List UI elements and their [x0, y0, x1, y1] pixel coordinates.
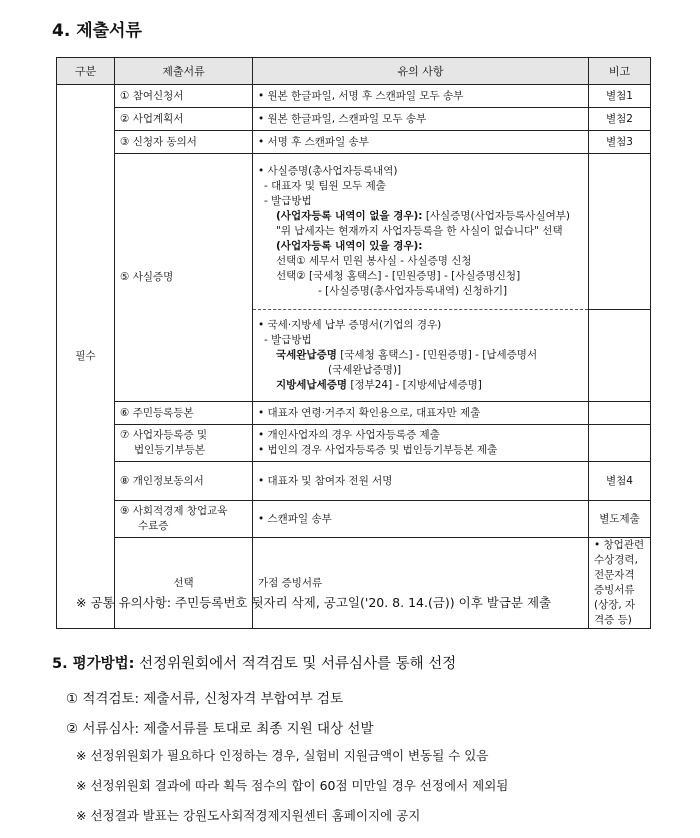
note-line: • 사실증명(총사업자등록내역)	[258, 165, 398, 177]
table-row	[57, 501, 651, 538]
fact-certificate-notes	[253, 154, 589, 310]
section-title-evaluation: 5. 평가방법: 선정위원회에서 적격검토 및 서류심사를 통해 선정	[52, 656, 457, 672]
doc-name: ⑦ 사업자등록증 및 법인등기부등본	[115, 425, 253, 462]
doc-remark: 별첨1	[589, 85, 651, 108]
doc-note: • 원본 한글파일, 서명 후 스캔파일 모두 송부	[253, 85, 589, 108]
note-line: • 국세·지방세 납부 증명서(기업의 경우)	[258, 319, 442, 331]
doc-remark	[589, 402, 651, 425]
doc-remark	[589, 425, 651, 462]
table-row	[57, 108, 651, 131]
note-line: 선택① 세무서 민원 봉사실 - 사실증명 신청	[276, 255, 472, 267]
table-row	[57, 154, 651, 310]
doc-remark: 별첨3	[589, 131, 651, 154]
note-line: - [사실증명(총사업자등록내역) 신청하기]	[318, 285, 508, 297]
note-line: (사업자등록 내역이 없을 경우): [사실증명(사업자등록사실여부)	[276, 210, 570, 222]
submission-documents-table	[56, 57, 651, 629]
group-required: 필수	[57, 85, 115, 629]
table-row	[57, 425, 651, 462]
common-note: ※ 공통 유의사항: 주민등록번호 뒷자리 삭제, 공고일('20. 8. 14.(금)) 이후 발급분 제출	[76, 595, 552, 610]
note-line: (국세완납증명)]	[328, 364, 402, 376]
header-remark: 비고	[589, 58, 651, 85]
doc-name: 가점 증빙서류	[253, 538, 589, 629]
doc-note: • 개인사업자의 경우 사업자등록증 제출 • 법인의 경우 사업자등록증 및 법인등기부등본 제출	[253, 425, 589, 462]
note-line: (사업자등록 내역이 있을 경우):	[276, 240, 423, 252]
table-row	[57, 402, 651, 425]
note-line: 국세완납증명 [국세청 홈택스] - [민원증명] - [납세증명서	[276, 349, 538, 361]
doc-note: • 스캔파일 송부	[253, 501, 589, 538]
doc-name: ③ 신청자 동의서	[115, 131, 253, 154]
eval-note: ※ 선정위원회 결과에 따라 획득 점수의 합이 60점 미만일 경우 선정에서 제외됨	[76, 778, 509, 793]
note-line: - 발급방법	[264, 195, 312, 207]
doc-note: • 원본 한글파일, 스캔파일 모두 송부	[253, 108, 589, 131]
eval-note: ※ 선정위원회가 필요하다 인정하는 경우, 실험비 지원금액이 변동될 수 있음	[76, 748, 489, 763]
note-line: - 발급방법	[264, 334, 312, 346]
section-title-submission: 4. 제출서류	[52, 21, 142, 41]
doc-remark	[589, 154, 651, 310]
eval-note: ※ 선정결과 발표는 강원도사회적경제지원센터 홈페이지에 공지	[76, 808, 421, 823]
eval-item: ② 서류심사: 제출서류를 토대로 최종 지원 대상 선발	[66, 721, 374, 737]
note-line: "위 납세자는 현재까지 사업자등록을 한 사실이 없습니다" 선택	[276, 225, 563, 237]
eval-item: ① 적격검토: 제출서류, 신청자격 부합여부 검토	[66, 691, 344, 707]
doc-name: ⑧ 개인정보동의서	[115, 462, 253, 501]
header-document: 제출서류	[115, 58, 253, 85]
note-line: 지방세납세증명 [정부24] - [지방세납세증명]	[276, 379, 482, 391]
doc-remark	[589, 310, 651, 402]
table-header-row	[57, 58, 651, 85]
tax-certificate-notes	[253, 310, 589, 402]
doc-name: ⑤ 사실증명	[115, 154, 253, 402]
doc-note: • 대표자 및 참여자 전원 서명	[253, 462, 589, 501]
table-row	[57, 131, 651, 154]
note-line: - 대표자 및 팀원 모두 제출	[264, 180, 386, 192]
doc-name: ⑥ 주민등록등본	[115, 402, 253, 425]
header-notes: 유의 사항	[253, 58, 589, 85]
doc-remark: 별도제출	[589, 501, 651, 538]
header-category: 구분	[57, 58, 115, 85]
doc-remark: 별첨2	[589, 108, 651, 131]
doc-name: ⑨ 사회적경제 창업교육 수료증	[115, 501, 253, 538]
doc-remark: 별첨4	[589, 462, 651, 501]
doc-name: ① 참여신청서	[115, 85, 253, 108]
note-line: 선택② [국세청 홈택스] - [민원증명] - [사실증명신청]	[276, 270, 521, 282]
doc-note: • 대표자 연령·거주지 확인용으로, 대표자만 제출	[253, 402, 589, 425]
doc-name: ② 사업계획서	[115, 108, 253, 131]
table-row	[57, 538, 651, 629]
table-row	[57, 462, 651, 501]
doc-note: • 서명 후 스캔파일 송부	[253, 131, 589, 154]
group-optional: 선택	[115, 538, 253, 629]
doc-note: • 창업관련 수상경력, 전문자격 증빙서류(상장, 자격증 등)	[589, 538, 651, 629]
table-row	[57, 85, 651, 108]
